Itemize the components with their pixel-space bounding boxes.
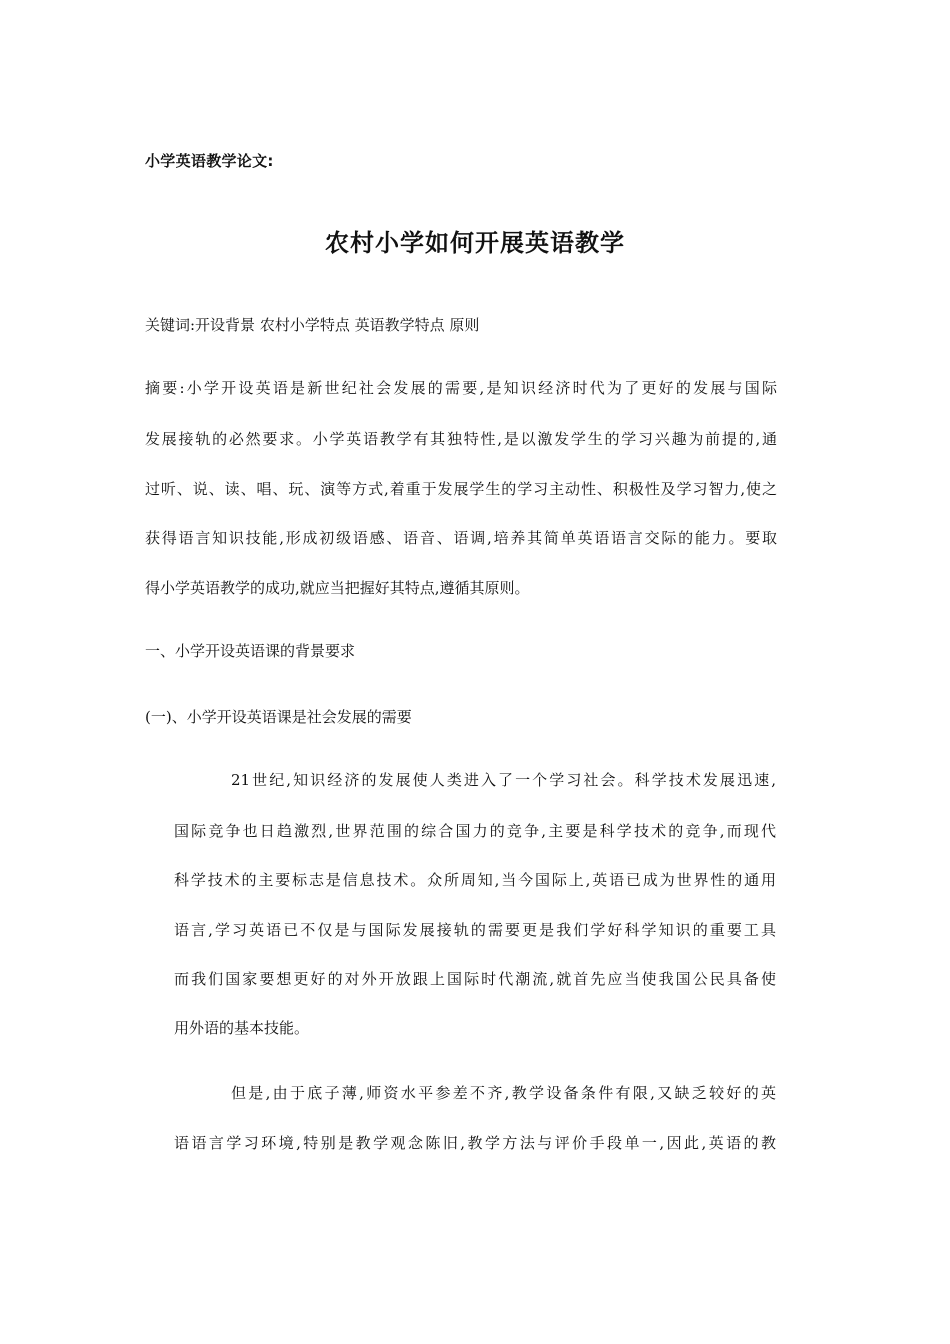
paragraph-line: 语言,学习英语已不仅是与国际发展接轨的需要更是我们学好科学知识的重要工具 — [174, 921, 776, 939]
paragraph-line: 语语言学习环境,特别是教学观念陈旧,教学方法与评价手段单一,因此,英语的教 — [174, 1134, 776, 1152]
abstract-line: 得小学英语教学的成功,就应当把握好其特点,遵循其原则。 — [145, 579, 530, 597]
abstract-line: 过听、说、读、唱、玩、演等方式,着重于发展学生的学习主动性、积极性及学习智力,使之 — [145, 480, 777, 498]
abstract-line: 摘要:小学开设英语是新世纪社会发展的需要,是知识经济时代为了更好的发展与国际 — [145, 379, 777, 397]
paper-category-label: 小学英语教学论文: — [145, 152, 274, 170]
paragraph-line: 而我们国家要想更好的对外开放跟上国际时代潮流,就首先应当使我国公民具备使 — [174, 970, 776, 988]
keywords-line: 关键词:开设背景 农村小学特点 英语教学特点 原则 — [145, 316, 480, 334]
paragraph-line: 21世纪,知识经济的发展使人类进入了一个学习社会。科学技术发展迅速, — [231, 771, 776, 789]
subsection-heading: (一)、小学开设英语课是社会发展的需要 — [145, 708, 412, 726]
abstract-line: 发展接轨的必然要求。小学英语教学有其独特性,是以激发学生的学习兴趣为前提的,通 — [145, 430, 777, 448]
paragraph-line: 但是,由于底子薄,师资水平参差不齐,教学设备条件有限,又缺乏较好的英 — [231, 1084, 776, 1102]
section-heading: 一、小学开设英语课的背景要求 — [145, 642, 356, 660]
paper-title: 农村小学如何开展英语教学 — [325, 229, 625, 257]
paragraph-line: 国际竞争也日趋激烈,世界范围的综合国力的竞争,主要是科学技术的竞争,而现代 — [174, 822, 776, 840]
paragraph-line: 用外语的基本技能。 — [174, 1019, 310, 1037]
paragraph-line: 科学技术的主要标志是信息技术。众所周知,当今国际上,英语已成为世界性的通用 — [174, 871, 776, 889]
abstract-line: 获得语言知识技能,形成初级语感、语音、语调,培养其简单英语语言交际的能力。要取 — [145, 529, 777, 547]
